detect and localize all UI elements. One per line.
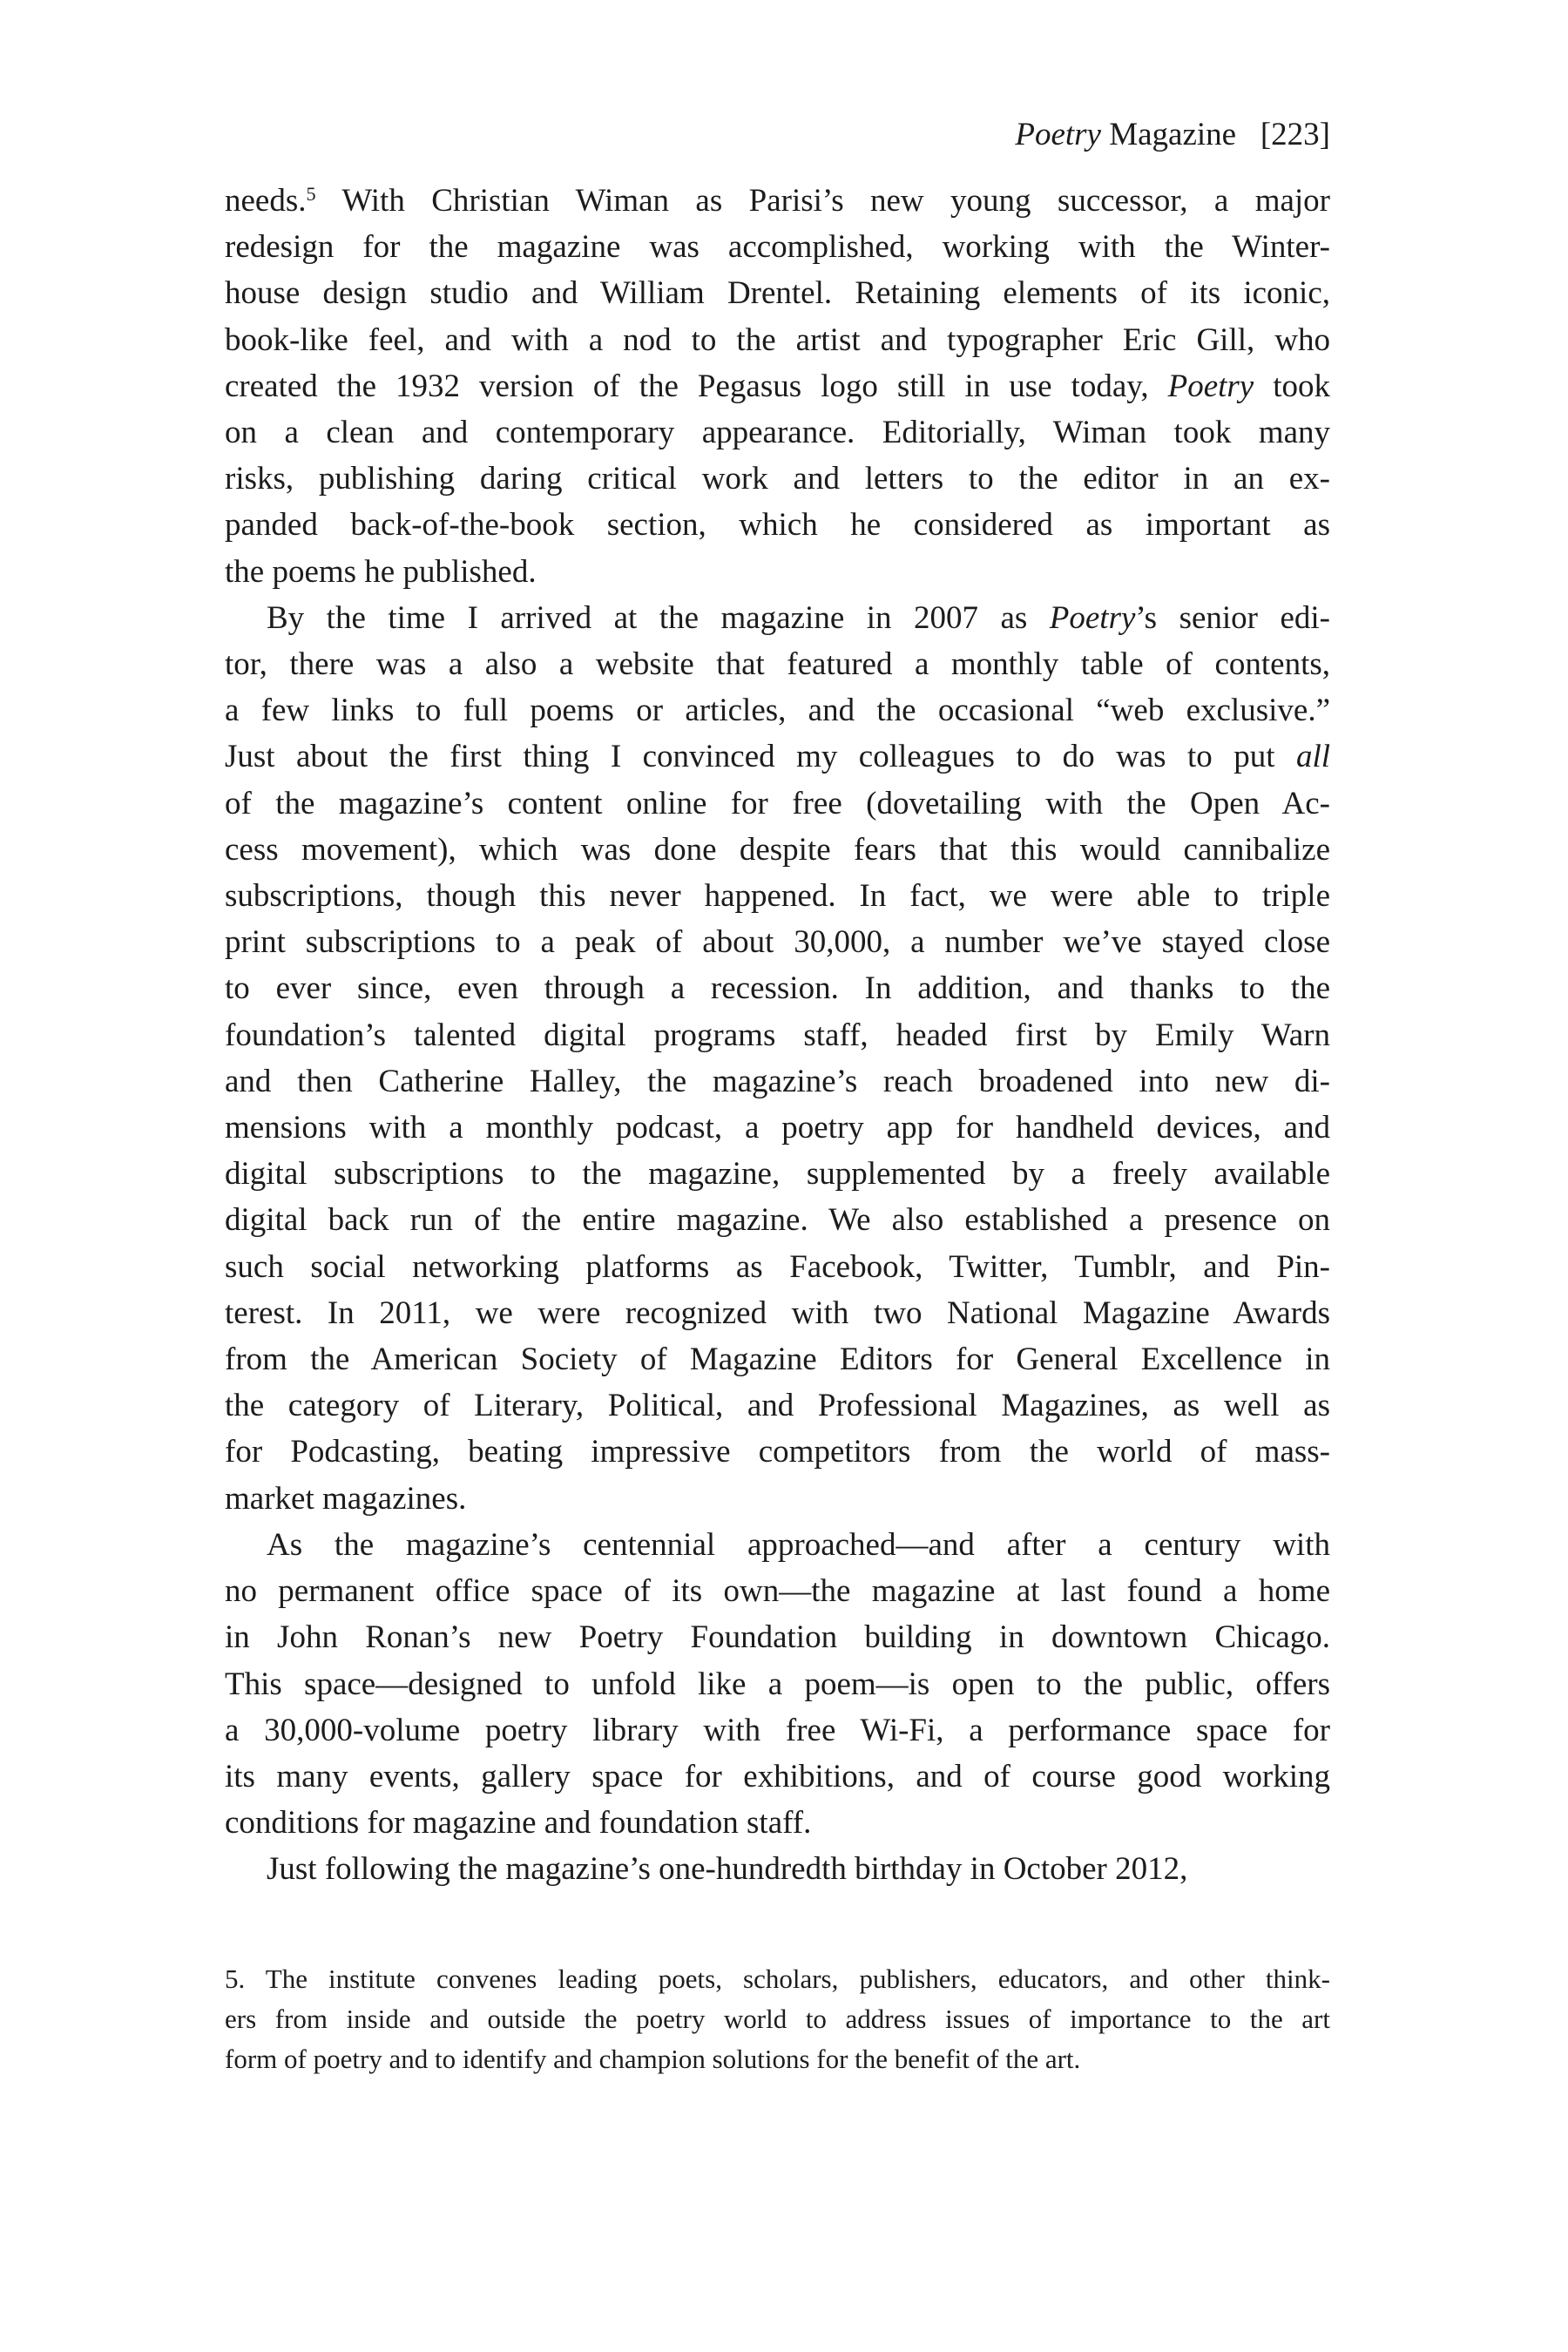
- text-line: Just following the magazine’s one-hundredth birthday in October 2012,: [267, 1851, 1188, 1888]
- body-text: [225, 178, 1330, 1893]
- text-segment: With Christian Wiman as Parisi’s new young successor, a major: [315, 183, 1330, 219]
- page-number: [223]: [1260, 117, 1330, 152]
- italic-text: all: [1295, 739, 1330, 775]
- text-line: redesign for the magazine was accomplished, working with the Winter-: [225, 229, 1330, 266]
- text-line: in John Ronan’s new Poetry Foundation building in downtown Chicago.: [225, 1619, 1330, 1656]
- text-line: the category of Literary, Political, and Professional Magazines, as well as: [225, 1388, 1330, 1424]
- text-segment: Just about the first thing I convinced my colleagues to do was to put: [225, 739, 1296, 775]
- text-segment: took: [1254, 368, 1330, 404]
- text-line: a few links to full poems or articles, and the occasional “web exclusive.”: [225, 693, 1330, 729]
- running-head: [225, 116, 1330, 154]
- running-head-journal-title: Poetry: [1015, 117, 1101, 152]
- text-line: panded back-of-the-book section, which he considered as important as: [225, 507, 1330, 544]
- text-line: [225, 178, 1330, 224]
- italic-text: Poetry: [1049, 599, 1136, 636]
- text-line: [225, 363, 1330, 409]
- text-line: tor, there was a also a website that featured a monthly table of contents,: [225, 646, 1330, 683]
- text-segment: ’s senior edi-: [1135, 599, 1330, 636]
- text-line: on a clean and contemporary appearance. Editorially, Wiman took many: [225, 415, 1330, 451]
- text-line: As the magazine’s centennial approached—and after a century with: [267, 1526, 1330, 1563]
- text-line: [225, 595, 1330, 641]
- text-line: market magazines.: [225, 1480, 467, 1517]
- text-line: conditions for magazine and foundation staff.: [225, 1805, 812, 1842]
- text-line: risks, publishing daring critical work and letters to the editor in an ex-: [225, 461, 1330, 497]
- text-line: no permanent office space of its own—the magazine at last found a home: [225, 1573, 1330, 1610]
- text-line: ers from inside and outside the poetry world to address issues of importance to the art: [225, 2004, 1330, 2034]
- text-line: a 30,000-volume poetry library with free Wi-Fi, a performance space for: [225, 1712, 1330, 1748]
- text-line: from the American Society of Magazine Editors for General Excellence in: [225, 1342, 1330, 1378]
- text-segment: created the 1932 version of the Pegasus logo still in use today,: [225, 368, 1168, 404]
- text-line: cess movement), which was done despite fears that this would cannibalize: [225, 831, 1330, 868]
- text-line: terest. In 2011, we were recognized with two National Magazine Awards: [225, 1294, 1330, 1331]
- footnote-reference: 5: [306, 183, 316, 206]
- text-line: This space—designed to unfold like a poem—is open to the public, offers: [225, 1666, 1330, 1702]
- text-line: such social networking platforms as Facebook, Twitter, Tumblr, and Pin-: [225, 1248, 1330, 1285]
- text-line: [225, 733, 1330, 780]
- text-line: foundation’s talented digital programs staff, headed first by Emily Warn: [225, 1017, 1330, 1053]
- text-line: book-like feel, and with a nod to the artist and typographer Eric Gill, who: [225, 321, 1330, 358]
- text-line: the poems he published.: [225, 553, 537, 590]
- text-line: its many events, gallery space for exhibitions, and of course good working: [225, 1758, 1330, 1794]
- text-line: digital back run of the entire magazine. We also established a presence on: [225, 1202, 1330, 1239]
- footnote: [225, 1959, 1330, 2079]
- text-line: form of poetry and to identify and champion solutions for the benefit of the art.: [225, 2044, 1081, 2074]
- running-head-journal-suffix: Magazine: [1100, 117, 1237, 152]
- text-line: mensions with a monthly podcast, a poetry app for handheld devices, and: [225, 1110, 1330, 1146]
- text-segment: needs.: [225, 183, 307, 219]
- text-line: of the magazine’s content online for free (dovetailing with the Open Ac-: [225, 785, 1330, 821]
- text-line: and then Catherine Halley, the magazine’s reach broadened into new di-: [225, 1063, 1330, 1099]
- text-line: for Podcasting, beating impressive competitors from the world of mass-: [225, 1434, 1330, 1470]
- text-segment: By the time I arrived at the magazine in 2007 as: [267, 599, 1050, 636]
- text-line: 5. The institute convenes leading poets, scholars, publishers, educators, and other think-: [225, 1963, 1330, 1994]
- text-line: digital subscriptions to the magazine, supplemented by a freely available: [225, 1156, 1330, 1193]
- italic-text: Poetry: [1167, 368, 1254, 404]
- text-line: house design studio and William Drentel. Retaining elements of its iconic,: [225, 275, 1330, 312]
- text-line: subscriptions, though this never happened. In fact, we were able to triple: [225, 878, 1330, 915]
- text-line: print subscriptions to a peak of about 30,000, a number we’ve stayed close: [225, 924, 1330, 961]
- text-line: to ever since, even through a recession. In addition, and thanks to the: [225, 970, 1330, 1007]
